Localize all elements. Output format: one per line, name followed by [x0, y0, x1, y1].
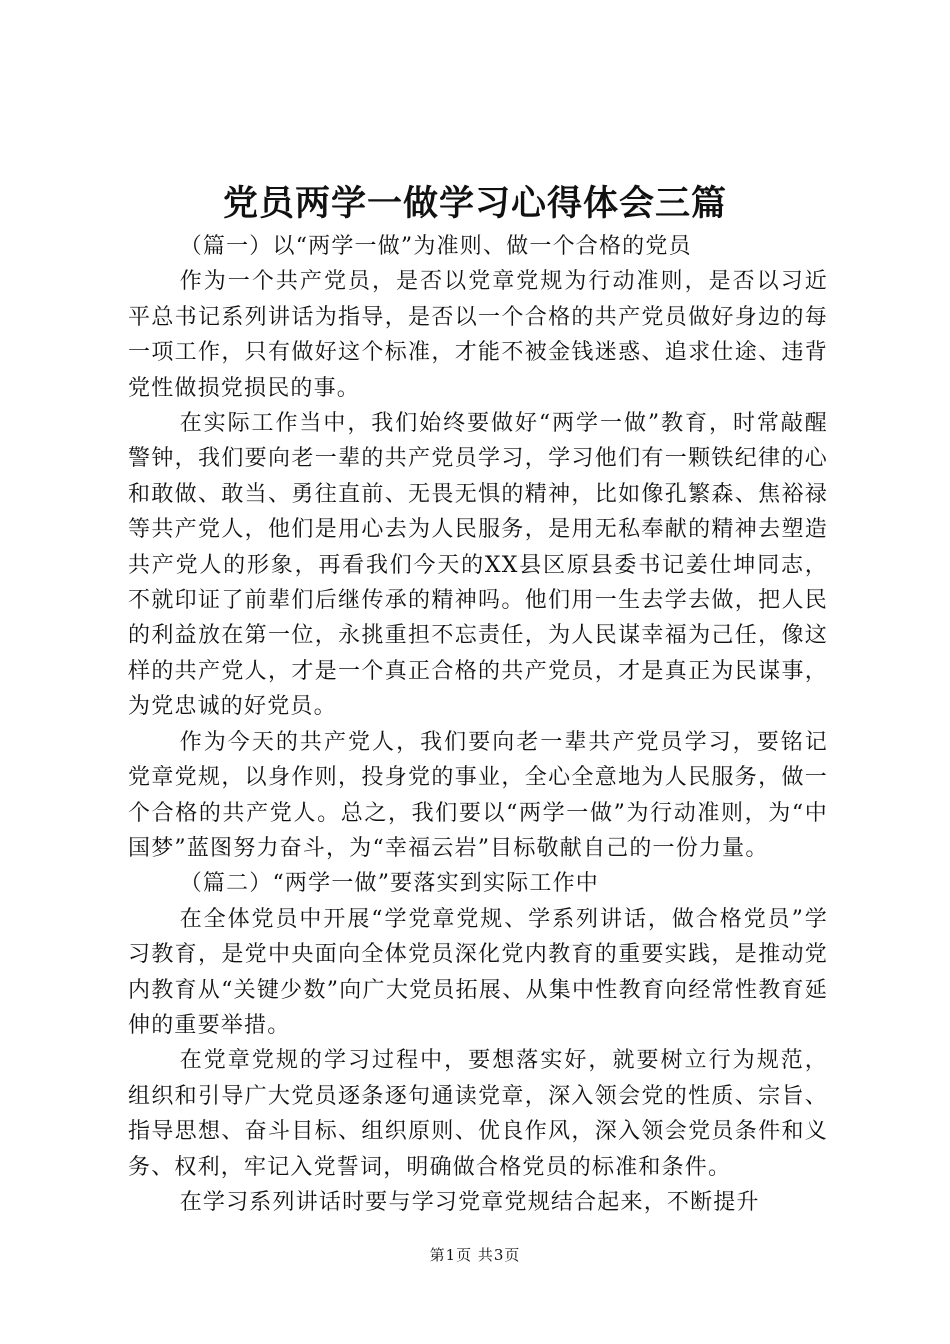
paragraph: 在学习系列讲话时要与学习党章党规结合起来，不断提升: [179, 1189, 760, 1215]
section-heading-2: （篇二）“两学一做”要落实到实际工作中: [179, 871, 599, 897]
paragraph: 在实际工作当中，我们始终要做好“两学一做”教育，时常敲醒警钟，我们要向老一辈的共产党员学习，学习他们有一颗铁纪律的心和敢做、敢当、勇往直前、无畏无惧的精神，比如像孔繁森、焦裕禄等共产党人，他们是用心去为人民服务，是用无私奉献的精神去塑造共产党人的形象，再看我们今天的XX县区原县委书记姜仕坤同志，不就印证了前辈们后继传承的精神吗。他们用一生去学去做，把人民的利益放在第一位，永挑重担不忘责任，为人民谋幸福为己任，像这样的共产党人，才是一个真正合格的共产党员，才是真正为民谋事，为党忠诚的好党员。: [128, 411, 828, 720]
paragraph: 作为今天的共产党人，我们要向老一辈共产党员学习，要铭记党章党规，以身作则，投身党的事业，全心全意地为人民服务，做一个合格的共产党人。总之，我们要以“两学一做”为行动准则，为“中国梦”蓝图努力奋斗，为“幸福云岩”目标敬献自己的一份力量。: [128, 729, 828, 861]
document-body: [128, 229, 828, 1220]
page-footer: 第1页 共3页: [429, 1246, 521, 1264]
document-title: 党员两学一做学习心得体会三篇: [222, 183, 727, 224]
paragraph: 在党章党规的学习过程中，要想落实好，就要树立行为规范，组织和引导广大党员逐条逐句通读党章，深入领会党的性质、宗旨、指导思想、奋斗目标、组织原则、优良作风，深入领会党员条件和义务、权利，牢记入党誓词，明确做合格党员的标准和条件。: [128, 1048, 828, 1180]
section-heading-1: （篇一）以“两学一做”为准则、做一个合格的党员: [179, 234, 692, 259]
paragraph: 作为一个共产党员，是否以党章党规为行动准则，是否以习近平总书记系列讲话为指导，是否以一个合格的共产党员做好身边的每一项工作，只有做好这个标准，才能不被金钱迷惑、追求仕途、违背党性做损党损民的事。: [128, 269, 828, 401]
paragraph: 在全体党员中开展“学党章党规、学系列讲话，做合格党员”学习教育，是党中央面向全体党员深化党内教育的重要实践，是推动党内教育从“关键少数”向广大党员拓展、从集中性教育向经常性教育延伸的重要举措。: [128, 906, 828, 1038]
